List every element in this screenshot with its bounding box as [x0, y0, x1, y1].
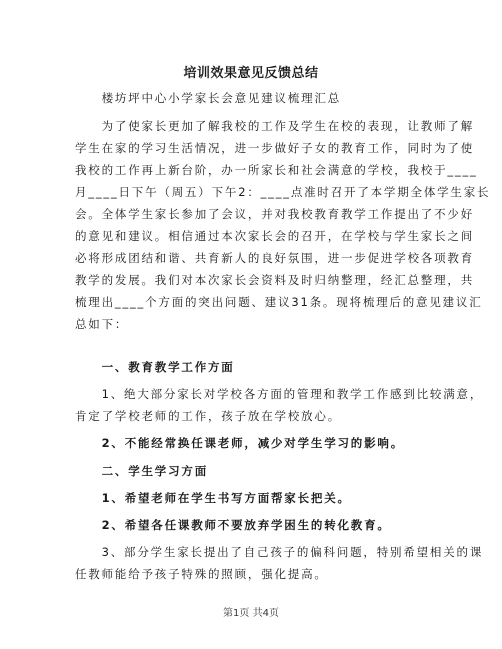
text-line: 肯定了学校老师的工作，孩子放在学校放心。: [75, 409, 341, 423]
heading-line: 一、教育教学工作方面: [75, 360, 235, 374]
list-item: [75, 514, 427, 536]
text-line: 2、不能经常换任课老师，减少对学生学习的影响。: [75, 436, 404, 450]
section-heading: [75, 356, 427, 378]
text-line: 2、希望各任课教师不要放弃学困生的转化教育。: [75, 518, 391, 532]
list-item: [75, 432, 427, 454]
list-item: [75, 383, 484, 427]
list-item: [75, 541, 484, 585]
text-line: 会。全体学生家长参加了会议，并对我校教育教学工作提出了不少好: [75, 207, 474, 221]
text-line: 1、绝大部分家长对学校各方面的管理和教学工作感到比较满意，: [75, 387, 484, 401]
section-heading: [75, 460, 427, 482]
text-line: 的意见和建议。相信通过本次家长会的召开，在学校与学生家长之间: [75, 229, 474, 243]
heading-line: 二、学生学习方面: [75, 464, 208, 478]
body-text: [75, 87, 427, 109]
document-title: 培训效果意见反馈总结: [183, 66, 319, 81]
text-line: 3、部分学生家长提出了自己孩子的偏科问题，特别希望相关的课: [75, 545, 484, 559]
text-line: 总如下：: [75, 317, 129, 331]
list-item: [75, 487, 427, 509]
text-line: 为了使家长更加了解我校的工作及学生在校的表现，让教师了解: [75, 119, 474, 133]
text-line: 必将形成团结和谐、共育新人的良好氛围，进一步促进学校各项教育: [75, 251, 474, 265]
text-line: 任教师能给予孩子特殊的照顾，强化提高。: [75, 567, 328, 581]
text-line: 1、希望老师在学生书写方面帮家长把关。: [75, 491, 351, 505]
text-line: 教学的发展。我们对本次家长会资料及时归纳整理，经汇总整理，共: [75, 273, 474, 287]
text-line: 月____日下午（周五）下午2：____点准时召开了本学期全体学生家长: [75, 185, 491, 199]
text-line: 学生在家的学习生活情况，进一步做好子女的教育工作，同时为了使: [75, 141, 474, 155]
text-line: 梳理出____个方面的突出问题、建议31条。现将梳理后的意见建议汇: [75, 295, 483, 309]
intro-paragraph: [75, 115, 491, 335]
text-line: 我校的工作再上新台阶，办一所家长和社会满意的学校，我校于____: [75, 163, 478, 177]
text-line: 楼坊坪中心小学家长会意见建议梳理汇总: [75, 91, 341, 105]
page-number: 第1页 共4页: [223, 608, 279, 619]
